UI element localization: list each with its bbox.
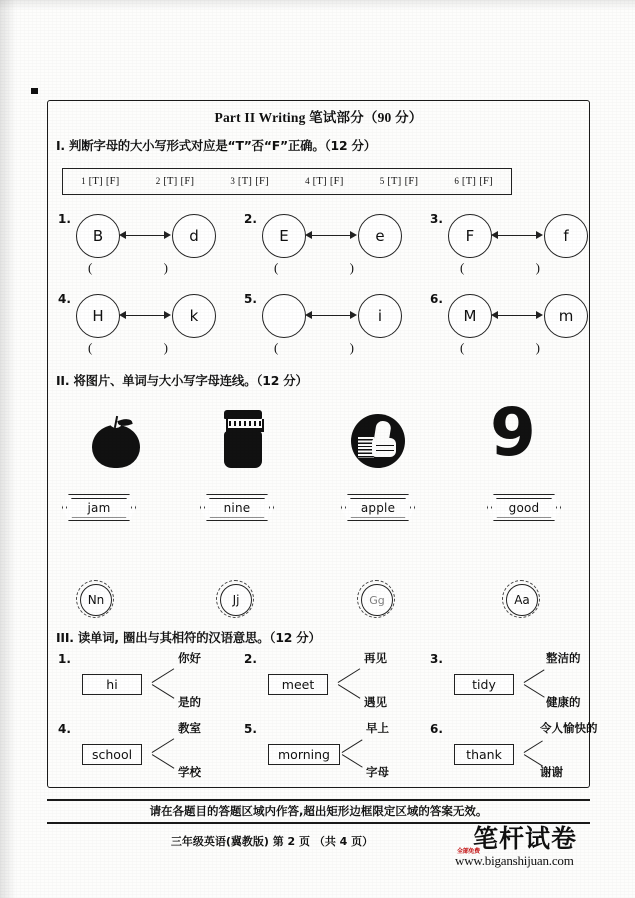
answer-parentheses[interactable] [460, 260, 540, 276]
page-footer-info: 三年级英语(冀教版) 第 2 页 （共 4 页） [170, 835, 374, 848]
tf-option-true[interactable]: [T] [88, 176, 103, 187]
gear-ring [361, 584, 393, 616]
word-box: tidy [454, 674, 514, 695]
double-arrow-icon [119, 234, 171, 236]
section-2-heading: II. 将图片、单词与大小写字母连线。（12 分） [56, 373, 308, 388]
word-tag-apple[interactable] [341, 494, 415, 521]
registration-mark [31, 88, 38, 94]
letter-pair-3 [428, 208, 604, 284]
meaning-option-top[interactable]: 早上 [366, 721, 389, 735]
thumbs-up-icon [351, 414, 405, 468]
letter-circle-gg[interactable] [357, 580, 395, 618]
meaning-option-bottom[interactable]: 健康的 [546, 695, 581, 709]
tf-number: 6 [454, 176, 459, 186]
word-tag-label: jam [87, 500, 111, 515]
paren-close: ) [535, 340, 540, 355]
double-arrow-icon [305, 234, 357, 236]
branch-line-top [524, 669, 545, 683]
word-meaning-item-4 [56, 722, 236, 786]
meaning-option-top[interactable]: 再见 [364, 651, 387, 665]
apple-icon [92, 418, 140, 468]
tf-option-false[interactable]: [F] [479, 176, 493, 187]
tf-option-false[interactable]: [F] [255, 176, 269, 187]
tf-number: 3 [230, 176, 235, 186]
meaning-option-top[interactable]: 整洁的 [546, 651, 581, 665]
word-box: morning [268, 744, 340, 765]
word-meaning-item-2 [242, 652, 422, 716]
item-index: 4. [58, 292, 71, 306]
tf-cell[interactable] [212, 176, 287, 187]
true-false-answer-box[interactable] [62, 168, 512, 195]
section-1-heading: I. 判断字母的大小写形式对应是“T”否“F”正确。（12 分） [56, 138, 376, 153]
double-arrow-icon [491, 314, 543, 316]
word-tag-good[interactable] [487, 494, 561, 521]
meaning-option-bottom[interactable]: 遇见 [364, 695, 387, 709]
word-tag-jam[interactable] [62, 494, 136, 521]
apple-picture [68, 396, 164, 468]
paren-close: ) [349, 340, 354, 355]
item-index: 5. [244, 292, 257, 306]
tf-cell[interactable] [436, 176, 511, 187]
meaning-option-bottom[interactable]: 学校 [178, 765, 201, 779]
number-nine-picture [465, 393, 561, 472]
letter-circle-label: Jj [232, 593, 240, 607]
answer-parentheses[interactable] [88, 340, 168, 356]
thumbs-up-picture [330, 396, 426, 468]
tf-option-true[interactable]: [T] [387, 176, 402, 187]
meaning-option-bottom[interactable]: 是的 [178, 695, 201, 709]
branch-line-bottom [524, 684, 545, 698]
word-tag-nine[interactable] [200, 494, 274, 521]
tf-number: 1 [81, 176, 86, 186]
letter-pair-6 [428, 288, 604, 364]
footer-instruction: 请在各题目的答题区域内作答,超出矩形边框限定区域的答案无效。 [149, 804, 488, 818]
branch-line-top [342, 739, 363, 753]
paren-open: ( [460, 260, 465, 275]
tf-option-true[interactable]: [T] [163, 176, 178, 187]
letter-pair-2 [242, 208, 418, 284]
branch-line-bottom [342, 754, 363, 768]
paren-close: ) [349, 260, 354, 275]
item-index: 2. [244, 212, 257, 226]
word-meaning-item-1 [56, 652, 236, 716]
answer-parentheses[interactable] [274, 260, 354, 276]
uppercase-circle: E [262, 214, 306, 258]
meaning-option-bottom[interactable]: 字母 [366, 765, 389, 779]
branch-line-top [152, 668, 175, 683]
tf-cell[interactable] [362, 176, 437, 187]
tf-option-false[interactable]: [F] [329, 176, 344, 187]
tf-option-true[interactable]: [T] [312, 176, 327, 187]
lowercase-circle: d [172, 214, 216, 258]
paren-open: ( [274, 260, 279, 275]
word-tag-label: good [508, 500, 540, 515]
tf-option-true[interactable]: [T] [237, 176, 253, 187]
word-tag-label: nine [223, 500, 251, 515]
answer-parentheses[interactable] [274, 340, 354, 356]
uppercase-circle [262, 294, 306, 338]
tf-option-false[interactable]: [F] [404, 176, 419, 187]
meaning-option-top[interactable]: 令人愉快的 [540, 721, 598, 735]
branch-line-bottom [152, 684, 175, 699]
brand-name-cn: 笔杆试卷 [473, 824, 578, 853]
letter-circle-label: Aa [514, 593, 530, 607]
page-title: Part II Writing 笔试部分（90 分） [214, 110, 423, 125]
jam-jar-icon [223, 410, 263, 468]
section-3-heading: III. 读单词, 圈出与其相符的汉语意思。（12 分） [56, 630, 321, 645]
meaning-option-top[interactable]: 你好 [178, 651, 201, 665]
branch-line-top [338, 668, 361, 683]
tf-number: 4 [305, 176, 310, 186]
word-meaning-item-6 [428, 722, 608, 786]
paren-close: ) [535, 260, 540, 275]
double-arrow-icon [305, 314, 357, 316]
item-index: 5. [244, 722, 257, 736]
letter-circle-nn[interactable] [76, 580, 114, 618]
branch-line-top [524, 740, 543, 753]
paren-close: ) [163, 340, 168, 355]
word-box: meet [268, 674, 328, 695]
letter-pair-4 [56, 288, 232, 364]
uppercase-circle: B [76, 214, 120, 258]
word-box: school [82, 744, 142, 765]
brand-url: www.biganshijuan.com [455, 853, 574, 868]
item-index: 2. [244, 652, 257, 666]
letter-circle-aa[interactable] [502, 580, 540, 618]
word-tag-label: apple [360, 500, 396, 515]
tf-cell[interactable] [138, 176, 213, 187]
item-index: 3. [430, 652, 443, 666]
free-badge: 全部免费 [457, 848, 480, 855]
gear-ring [80, 584, 112, 616]
paren-open: ( [460, 340, 465, 355]
tf-option-false[interactable]: [F] [105, 176, 120, 187]
tf-number: 5 [379, 176, 385, 186]
footer-rule-top [47, 799, 590, 801]
tf-cell[interactable] [287, 176, 362, 187]
item-index: 4. [58, 722, 71, 736]
watermark-brand [455, 826, 635, 869]
paren-close: ) [163, 260, 168, 275]
item-index: 1. [58, 652, 71, 666]
word-meaning-item-3 [428, 652, 608, 716]
gear-ring [220, 584, 252, 616]
item-index: 6. [430, 722, 443, 736]
branch-line-top [152, 738, 175, 753]
branch-line-bottom [338, 684, 361, 699]
letter-circle-label: Gg [369, 593, 385, 607]
meaning-option-bottom[interactable]: 谢谢 [540, 765, 563, 779]
meaning-option-top[interactable]: 教室 [178, 721, 201, 735]
tf-option-true[interactable]: [T] [461, 176, 477, 187]
paren-open: ( [88, 340, 93, 355]
word-meaning-item-5 [242, 722, 422, 786]
answer-parentheses[interactable] [460, 340, 540, 356]
tf-cell[interactable] [63, 176, 138, 187]
lowercase-circle: k [172, 294, 216, 338]
answer-parentheses[interactable] [88, 260, 168, 276]
lowercase-circle: e [358, 214, 402, 258]
lowercase-circle: m [544, 294, 588, 338]
item-index: 6. [430, 292, 443, 306]
word-box: hi [82, 674, 142, 695]
letter-circle-label: Nn [87, 593, 105, 607]
uppercase-circle: H [76, 294, 120, 338]
letter-pair-1 [56, 208, 232, 284]
lowercase-circle: i [358, 294, 402, 338]
lowercase-circle: f [544, 214, 588, 258]
gear-ring [506, 584, 538, 616]
letter-circle-jj[interactable] [216, 580, 254, 618]
tf-option-false[interactable]: [F] [180, 176, 195, 187]
double-arrow-icon [491, 234, 543, 236]
letter-pair-5 [242, 288, 418, 364]
digit-nine-glyph: 9 [490, 394, 536, 472]
jam-jar-picture [195, 396, 291, 468]
branch-line-bottom [152, 754, 175, 769]
uppercase-circle: M [448, 294, 492, 338]
item-index: 1. [58, 212, 71, 226]
item-index: 3. [430, 212, 443, 226]
paren-open: ( [274, 340, 279, 355]
paren-open: ( [88, 260, 93, 275]
tf-number: 2 [155, 176, 161, 186]
word-box: thank [454, 744, 514, 765]
uppercase-circle: F [448, 214, 492, 258]
double-arrow-icon [119, 314, 171, 316]
